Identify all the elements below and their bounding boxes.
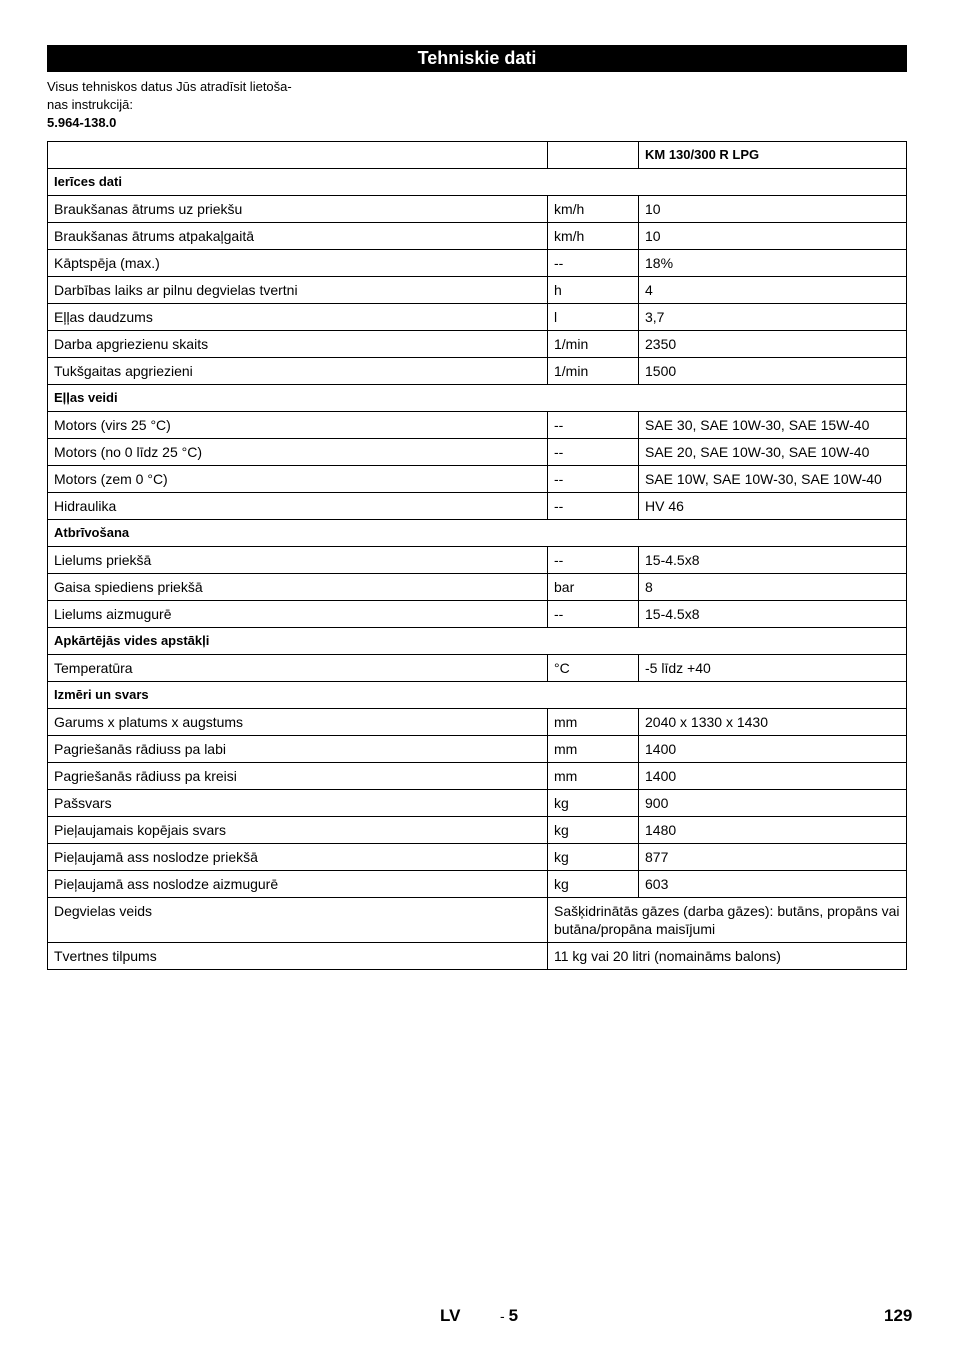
table-row [48,817,907,844]
footer-page-number: 129 [884,1306,913,1325]
section-title: Apkārtējās vides apstākļi [48,628,907,655]
section-row [48,520,907,547]
section-row [48,385,907,412]
intro-line-2: nas instrukcijā: [47,97,133,112]
row-unit: 1/min [548,358,639,385]
row-label: Motors (zem 0 °C) [48,466,548,493]
model-name: KM 130/300 R LPG [639,142,907,169]
section-title: Eļļas veidi [48,385,907,412]
row-unit: kg [548,790,639,817]
table-row [48,943,907,970]
table-row [48,844,907,871]
table-row [48,898,907,943]
row-unit: kg [548,817,639,844]
row-unit: mm [548,763,639,790]
table-row [48,196,907,223]
row-value-merged: 11 kg vai 20 litri (nomaināms balons) [548,943,907,970]
row-unit: kg [548,871,639,898]
row-unit: km/h [548,223,639,250]
row-value: 1400 [639,763,907,790]
row-label: Tvertnes tilpums [48,943,548,970]
row-unit: -- [548,412,639,439]
row-label: Kāptspēja (max.) [48,250,548,277]
row-label: Gaisa spiediens priekšā [48,574,548,601]
table-row [48,763,907,790]
row-label: Lielums aizmugurē [48,601,548,628]
row-unit: 1/min [548,331,639,358]
table-row [48,574,907,601]
row-label: Braukšanas ātrums uz priekšu [48,196,548,223]
row-label: Tukšgaitas apgriezieni [48,358,548,385]
row-unit: l [548,304,639,331]
row-value: 1400 [639,736,907,763]
table-row [48,358,907,385]
section-row [48,169,907,196]
row-unit: °C [548,655,639,682]
row-value: -5 līdz +40 [639,655,907,682]
row-value: HV 46 [639,493,907,520]
table-row [48,871,907,898]
row-value: 603 [639,871,907,898]
row-label: Pagriešanās rādiuss pa kreisi [48,763,548,790]
row-unit: -- [548,601,639,628]
row-unit: mm [548,709,639,736]
row-label: Degvielas veids [48,898,548,943]
row-unit: -- [548,250,639,277]
row-value: SAE 20, SAE 10W-30, SAE 10W-40 [639,439,907,466]
section-title: Atbrīvošana [48,520,907,547]
row-label: Motors (virs 25 °C) [48,412,548,439]
document-code: 5.964-138.0 [47,115,117,130]
table-row [48,277,907,304]
table-row [48,250,907,277]
row-label: Pieļaujamā ass noslodze aizmugurē [48,871,548,898]
row-unit: -- [548,439,639,466]
page-title: Tehniskie dati [47,45,907,72]
row-value: SAE 30, SAE 10W-30, SAE 15W-40 [639,412,907,439]
row-label: Darbības laiks ar pilnu degvielas tvertni [48,277,548,304]
row-label: Pieļaujamais kopējais svars [48,817,548,844]
row-label: Hidraulika [48,493,548,520]
footer-section-number: 5 [508,1306,519,1325]
row-value: 877 [639,844,907,871]
intro-line-1: Visus tehniskos datus Jūs atradīsit lietoša- [47,79,292,94]
row-value: 15-4.5x8 [639,601,907,628]
section-row [48,682,907,709]
row-unit: -- [548,547,639,574]
table-header-row [48,142,907,169]
row-value: SAE 10W, SAE 10W-30, SAE 10W-40 [639,466,907,493]
intro-text [47,78,347,132]
row-label: Pagriešanās rādiuss pa labi [48,736,548,763]
row-value: 10 [639,196,907,223]
section-title: Izmēri un svars [48,682,907,709]
row-label: Braukšanas ātrums atpakaļgaitā [48,223,548,250]
table-row [48,790,907,817]
table-row [48,655,907,682]
row-unit: km/h [548,196,639,223]
table-row [48,412,907,439]
row-unit: kg [548,844,639,871]
row-value: 4 [639,277,907,304]
row-label: Lielums priekšā [48,547,548,574]
section-row [48,628,907,655]
row-label: Eļļas daudzums [48,304,548,331]
table-row [48,331,907,358]
section-title: Ierīces dati [48,169,907,196]
row-value: 8 [639,574,907,601]
row-value: 18% [639,250,907,277]
row-value: 2040 x 1330 x 1430 [639,709,907,736]
row-value-merged: Sašķidrinātās gāzes (darba gāzes): butāns, propāns vai butāna/propāna maisījumi [548,898,907,943]
row-value: 3,7 [639,304,907,331]
table-row [48,709,907,736]
row-label: Pieļaujamā ass noslodze priekšā [48,844,548,871]
row-value: 1500 [639,358,907,385]
row-unit: bar [548,574,639,601]
row-value: 900 [639,790,907,817]
row-unit: -- [548,466,639,493]
header-cell-empty [548,142,639,169]
row-value: 15-4.5x8 [639,547,907,574]
row-label: Darba apgriezienu skaits [48,331,548,358]
row-label: Pašsvars [48,790,548,817]
table-row [48,439,907,466]
table-row [48,223,907,250]
header-cell-empty [48,142,548,169]
footer-section-page [500,1306,518,1326]
row-unit: -- [548,493,639,520]
footer-dash: - [500,1308,505,1324]
row-label: Temperatūra [48,655,548,682]
row-label: Garums x platums x augstums [48,709,548,736]
spec-table [47,141,907,970]
table-row [48,547,907,574]
table-row [48,736,907,763]
table-row [48,601,907,628]
footer-language: LV [440,1306,461,1325]
table-row [48,304,907,331]
row-value: 10 [639,223,907,250]
row-unit: h [548,277,639,304]
row-label: Motors (no 0 līdz 25 °C) [48,439,548,466]
table-row [48,466,907,493]
row-value: 2350 [639,331,907,358]
table-row [48,493,907,520]
row-value: 1480 [639,817,907,844]
row-unit: mm [548,736,639,763]
